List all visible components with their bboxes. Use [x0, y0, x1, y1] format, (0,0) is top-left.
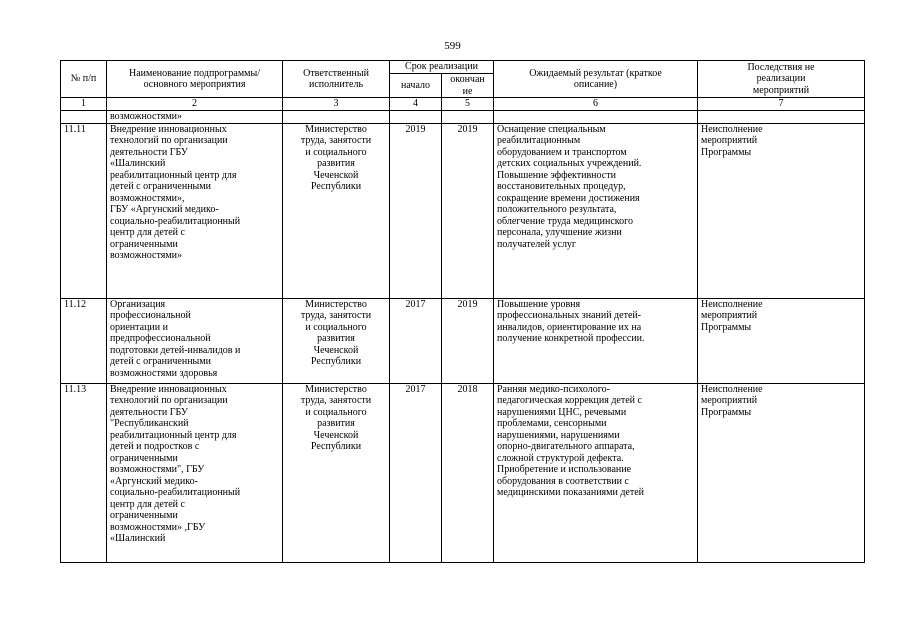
row-end: 2019: [442, 123, 494, 298]
table-row: [61, 123, 865, 298]
row-consequences: Неисполнение мероприятий Программы: [698, 298, 865, 383]
header-result: Ожидаемый результат (краткое описание): [494, 61, 698, 98]
cell-empty: [442, 110, 494, 123]
cell-empty: [61, 110, 107, 123]
continuation-text: возможностями»: [107, 110, 283, 123]
cell-empty: [283, 110, 390, 123]
header-start: начало: [390, 74, 442, 98]
header-num: № п/п: [61, 61, 107, 98]
column-number: 1: [61, 98, 107, 111]
row-start: 2017: [390, 383, 442, 562]
header-period: Срок реализации: [390, 61, 494, 74]
row-name: Внедрение инновационных технологий по организации деятельности ГБУ «Шалинский реабилитационный центр для детей с ограниченными возможностями», ГБУ «Аргунский медико- социально-реабилитационный центр для детей с ограниченными возможностями»: [107, 123, 283, 298]
header-name: Наименование подпрограммы/ основного мероприятия: [107, 61, 283, 98]
row-start: 2019: [390, 123, 442, 298]
row-name: Внедрение инновационных технологий по организации деятельности ГБУ "Республиканский реабилитационный центр для детей и подростков с ограниченными возможностями", ГБУ «Аргунский медико- социально-реабилитационный центр для детей с ограниченными возможностями» ,ГБУ «Шалинский: [107, 383, 283, 562]
header-end: окончан ие: [442, 74, 494, 98]
row-executor: Министерство труда, занятости и социального развития Чеченской Республики: [283, 383, 390, 562]
column-number: 6: [494, 98, 698, 111]
table-row: [61, 298, 865, 383]
row-consequences: Неисполнение мероприятий Программы: [698, 123, 865, 298]
row-executor: Министерство труда, занятости и социального развития Чеченской Республики: [283, 298, 390, 383]
column-number: 5: [442, 98, 494, 111]
header-row-top: [61, 61, 865, 74]
row-num: 11.13: [61, 383, 107, 562]
header-executor: Ответственный исполнитель: [283, 61, 390, 98]
row-consequences: Неисполнение мероприятий Программы: [698, 383, 865, 562]
row-start: 2017: [390, 298, 442, 383]
row-end: 2019: [442, 298, 494, 383]
cell-empty: [494, 110, 698, 123]
page-number: 599: [444, 40, 461, 52]
header-consequences: Последствия не реализации мероприятий: [698, 61, 865, 98]
column-number: 2: [107, 98, 283, 111]
row-end: 2018: [442, 383, 494, 562]
row-num: 11.12: [61, 298, 107, 383]
row-result: Ранняя медико-психолого- педагогическая коррекция детей с нарушениями ЦНС, речевыми проблемами, сенсорными нарушениями, нарушениями опорно-двигательного аппарата, сложной структурой дефекта. Приобретение и использование оборудования в соответствии с медицинскими показаниями детей: [494, 383, 698, 562]
column-number: 7: [698, 98, 865, 111]
cell-empty: [698, 110, 865, 123]
table-row: [61, 383, 865, 562]
row-executor: Министерство труда, занятости и социального развития Чеченской Республики: [283, 123, 390, 298]
cell-empty: [390, 110, 442, 123]
row-name: Организация профессиональной ориентации и предпрофессиональной подготовки детей-инвалидов и детей с ограниченными возможностями здоровья: [107, 298, 283, 383]
row-result: Оснащение специальным реабилитационным оборудованием и транспортом детских социальных учреждений. Повышение эффективности восстановительных процедур, сокращение времени достижения положительного результата, облегчение труда медицинского персонала, улучшение жизни получателей услуг: [494, 123, 698, 298]
column-number: 3: [283, 98, 390, 111]
column-number: 4: [390, 98, 442, 111]
continuation-row: [61, 110, 865, 123]
row-result: Повышение уровня профессиональных знаний детей- инвалидов, ориентирование их на получение конкретной профессии.: [494, 298, 698, 383]
row-num: 11.11: [61, 123, 107, 298]
program-table: [60, 60, 865, 563]
column-numbers-row: [61, 98, 865, 111]
